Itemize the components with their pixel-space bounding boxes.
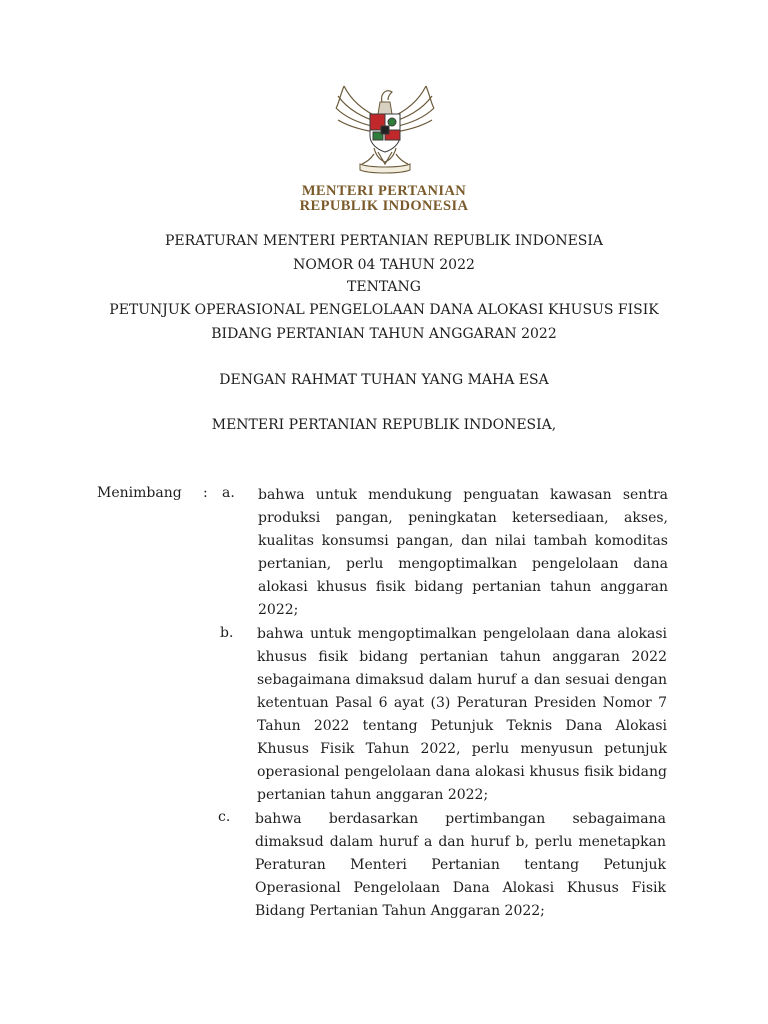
considering-item-a: bahwa untuk mendukung penguatan kawasan sentra produksi pangan, peningkatan ketersediaan, akses, kualitas konsumsi pangan, dan nilai tambah komoditas pertanian, perlu mengoptimalkan pengelolaan dana alokasi khusus fisik bidang pertanian tahun anggaran 2022; [258,487,668,618]
invocation: DENGAN RAHMAT TUHAN YANG MAHA ESA [219,372,549,388]
regulation-subject-line1: PETUNJUK OPERASIONAL PENGELOLAAN DANA ALOKASI KHUSUS FISIK [109,302,659,318]
regulation-about: TENTANG [347,279,421,295]
item-letter-b: b. [220,625,234,641]
garuda-emblem-icon [330,72,440,176]
regulation-subject-line2: BIDANG PERTANIAN TAHUN ANGGARAN 2022 [211,326,557,342]
considering-item-c: bahwa berdasarkan pertimbangan sebagaimana dimaksud dalam huruf a dan huruf b, perlu menetapkan Peraturan Menteri Pertanian tentang Petunjuk Operasional Pengelolaan Dana Alokasi Khusus Fisik Bidang Pertanian Tahun Anggaran 2022; [255,811,666,919]
regulation-number: NOMOR 04 TAHUN 2022 [293,257,475,273]
considering-item-b: bahwa untuk mengoptimalkan pengelolaan dana alokasi khusus fisik bidang pertanian tahun anggaran 2022 sebagaimana dimaksud dalam huruf a dan sesuai dengan ketentuan Pasal 6 ayat (3) Peraturan Presiden Nomor 7 Tahun 2022 tentang Petunjuk Teknis Dana Alokasi Khusus Fisik Tahun 2022, perlu menyusun petunjuk operasional pengelolaan dana alokasi khusus fisik bidang pertanian tahun anggaran 2022; [257,626,667,803]
item-letter-a: a. [222,485,235,501]
issuer: MENTERI PERTANIAN REPUBLIK INDONESIA, [211,417,557,433]
considering-label: Menimbang [97,485,182,501]
ministry-name-line1: MENTERI PERTANIAN [301,183,467,199]
ministry-name-line2: REPUBLIK INDONESIA [299,198,469,214]
considering-colon: : [203,485,208,501]
regulation-title-line1: PERATURAN MENTERI PERTANIAN REPUBLIK INDONESIA [164,233,604,249]
item-letter-c: c. [218,809,231,825]
